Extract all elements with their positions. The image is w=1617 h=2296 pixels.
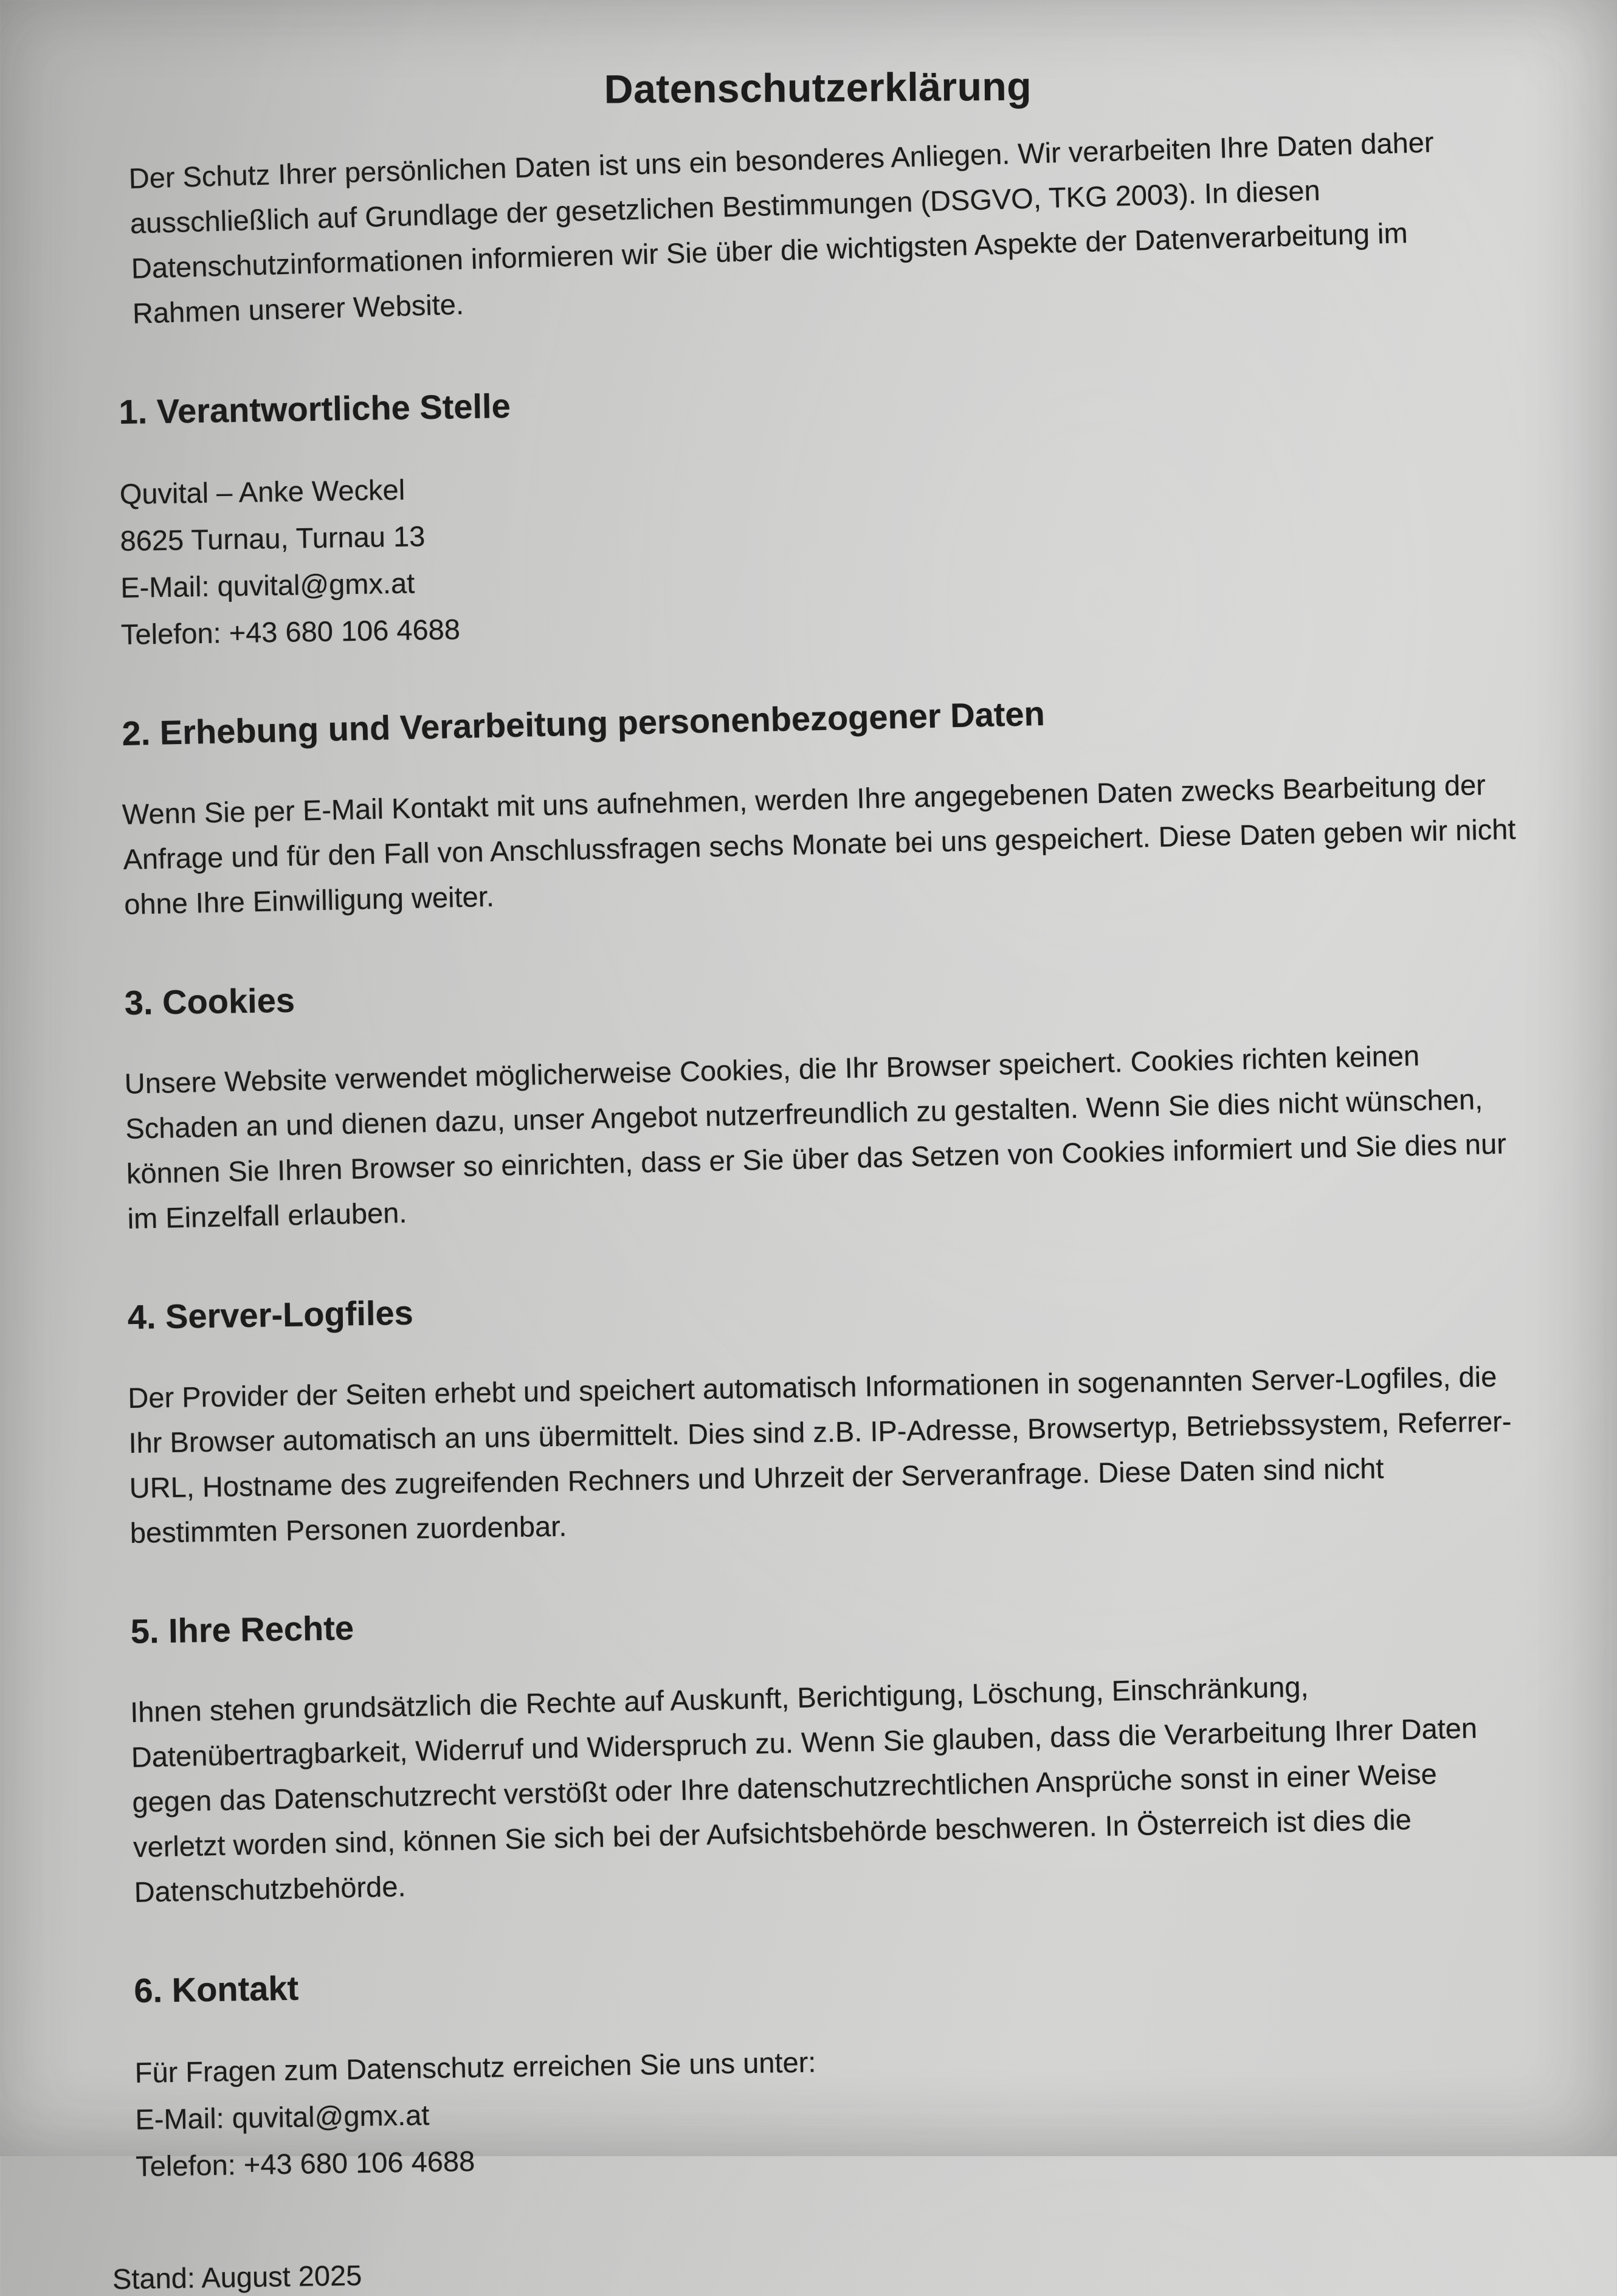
section-heading-your-rights: 5. Ihre Rechte — [130, 1608, 354, 1650]
contact-phone-line: Telefon: +43 680 106 4688 — [135, 2145, 475, 2182]
section-heading-server-logfiles: 4. Server-Logfiles — [127, 1293, 414, 1336]
address-line: 8625 Turnau, Turnau 13 — [120, 520, 426, 557]
section-heading-cookies: 3. Cookies — [124, 981, 295, 1022]
contact-block — [134, 2036, 1540, 2190]
company-name-line: Quvital – Anke Weckel — [119, 473, 405, 511]
document-version-date: Stand: August 2025 — [112, 2259, 362, 2295]
phone-line: Telefon: +43 680 106 4688 — [120, 613, 461, 651]
data-collection-paragraph: Wenn Sie per E-Mail Kontakt mit uns aufnehmen, werden Ihre angegebenen Daten zwecks Bearbeitung der Anfrage und für den Fall von Anschlussfragen sechs Monate bei uns gespeichert. Diese Daten geben wir nicht ohne Ihre Einwilligung weiter. — [122, 768, 1516, 921]
email-line: E-Mail: quvital@gmx.at — [120, 567, 415, 604]
privacy-policy-document — [112, 52, 1541, 2295]
section-heading-contact: 6. Kontakt — [133, 1968, 299, 2010]
section-heading-responsible-party: 1. Verantwortliche Stelle — [119, 386, 511, 432]
your-rights-paragraph: Ihnen stehen grundsätzlich die Rechte auf Auskunft, Berichtigung, Löschung, Einschränkung, Datenübertragbarkeit, Widerruf und Widerspruch zu. Wenn Sie glauben, dass die Verarbeitung Ihrer Daten gegen das Datenschutzrecht verstößt oder Ihre datenschutzrechtlichen Ansprüche sonst in einer Weise verletzt worden sind, können Sie sich bei der Aufsichtsbehörde beschweren. In Österreich ist dies die Datenschutzbehörde. — [129, 1670, 1478, 1908]
contact-email-line: E-Mail: quvital@gmx.at — [135, 2098, 430, 2136]
section-heading-data-collection: 2. Erhebung und Verarbeitung personenbezogener Daten — [121, 694, 1046, 753]
cookies-paragraph: Unsere Website verwendet möglicherweise Cookies, die Ihr Browser speichert. Cookies richten keinen Schaden an und dienen dazu, unser Angebot nutzerfreundlich zu gestalten. Wenn Sie dies nicht wünschen, können Sie Ihren Browser so einrichten, dass er Sie über das Setzen von Cookies informiert und Sie dies nur im Einzelfall erlauben. — [124, 1039, 1507, 1235]
document-title: Datenschutzerklärung — [604, 63, 1032, 112]
contact-intro-line: Für Fragen zum Datenschutz erreichen Sie uns unter: — [134, 2046, 816, 2089]
responsible-party-contact-block — [119, 457, 1525, 658]
server-logfiles-paragraph: Der Provider der Seiten erhebt und speichert automatisch Informationen in sogenannten Server-Logfiles, die Ihr Browser automatisch an uns übermittelt. Dies sind z.B. IP-Adresse, Browsertyp, Betriebssystem, Referrer-URL, Hostname des zugreifenden Rechners und Uhrzeit der Serveranfrage. Diese Daten sind nicht bestimmten Personen zuordenbar. — [128, 1360, 1512, 1549]
intro-paragraph: Der Schutz Ihrer persönlichen Daten ist uns ein besonderes Anliegen. Wir verarbeiten Ihre Daten daher ausschließlich auf Grundlage der gesetzlichen Bestimmungen (DSGVO, TKG 2003). In diesen Datenschutzinformationen informieren wir Sie über die wichtigsten Aspekte der Datenverarbeitung im Rahmen unserer Website. — [128, 125, 1435, 329]
